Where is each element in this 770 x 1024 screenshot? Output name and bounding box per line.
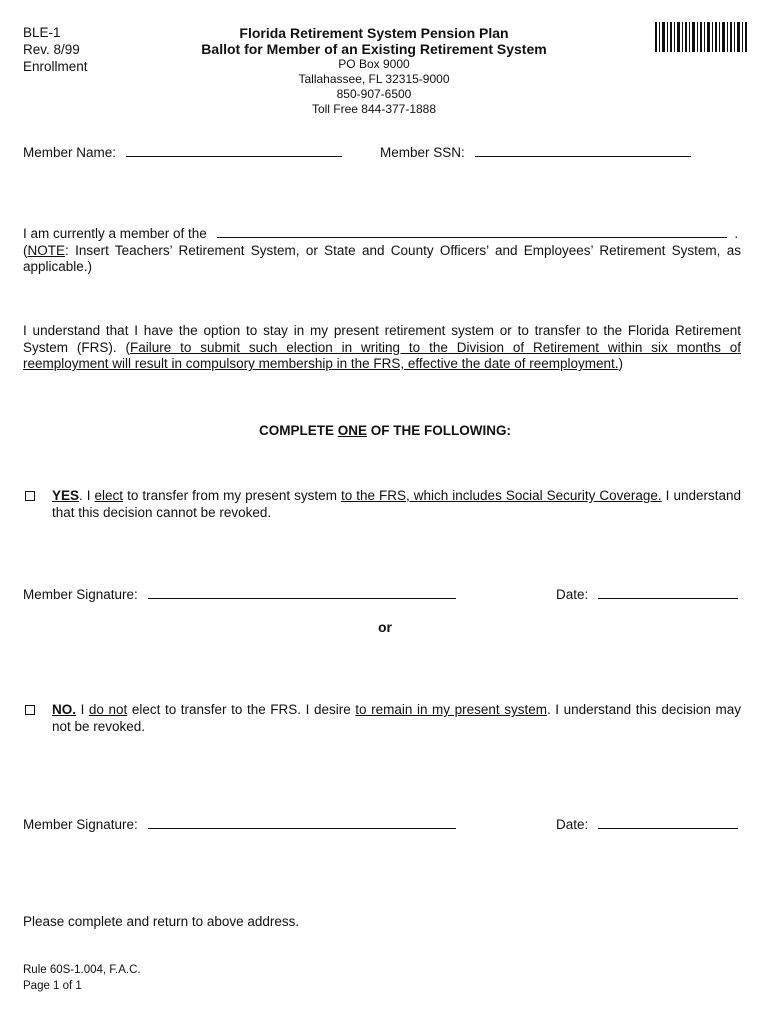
address-line: Tallahassee, FL 32315-9000 [298,72,450,86]
form-category: Enrollment [23,59,88,74]
barcode [655,22,747,52]
yes-signature-row [23,586,456,602]
member-name-field[interactable] [126,144,342,157]
signature-label: Member Signature: [23,817,138,832]
no-date-field[interactable] [598,816,738,829]
address-line: 850-907-6500 [336,87,412,101]
address-line: Toll Free 844-377-1888 [311,102,437,116]
member-ssn-row [380,144,691,160]
or-separator: or [378,619,392,635]
yes-signature-field[interactable] [148,586,456,599]
form-identifiers [23,24,88,75]
no-signature-row [23,816,456,832]
note-text: : Insert Teachers’ Retirement System, or State and County Officers’ and Employees’ Retirement System, as applicable.) [23,242,741,274]
member-ssn-field[interactable] [475,144,691,157]
no-label: NO. [52,702,77,717]
member-name-row [23,144,342,160]
no-option-text: NO. I do not elect to transfer to the FRS. I desire to remain in my present system. I understand this decision may not be revoked. [52,702,741,734]
no-signature-field[interactable] [148,816,456,829]
current-system-lead: I am currently a member of the [23,226,207,241]
page-number: Page 1 of 1 [23,980,82,992]
option-explanation-lead: I understand that I have the option to stay in my present retirement system or to transfer to the Florida Retirement System (FRS). ( [23,323,741,355]
yes-date-row [556,586,738,602]
form-title-line2: Ballot for Member of an Existing Retirement System [201,41,547,57]
rule-reference: Rule 60S-1.004, F.A.C. [23,964,141,976]
date-label: Date: [556,587,589,602]
yes-option-text: YES. I elect to transfer from my present system to the FRS, which includes Social Security Coverage. I understand that this decision cannot be revoked. [52,488,741,520]
signature-label: Member Signature: [23,587,138,602]
current-system-field[interactable] [217,225,727,238]
current-system-paragraph: I am currently a member of the . (NOTE: Insert Teachers’ Retirement System, or State and County Officers’ and Employees’ Retirement System, as applicable.) [23,226,741,274]
yes-label: YES [52,488,80,503]
option-explanation-paragraph [23,323,741,373]
no-checkbox[interactable] [25,705,35,715]
yes-checkbox[interactable] [25,491,35,501]
instruction-emphasis: ONE [337,423,368,438]
option-explanation-tail: ) [618,356,624,371]
member-ssn-label: Member SSN: [380,145,465,160]
current-system-period: . [734,226,739,241]
instruction-heading: COMPLETE ONE OF THE FOLLOWING: [258,423,511,438]
form-revision: Rev. 8/99 [23,42,80,57]
date-label: Date: [556,817,589,832]
no-date-row [556,816,738,832]
note-label: NOTE [27,242,66,258]
member-name-label: Member Name: [23,145,117,160]
yes-date-field[interactable] [598,586,738,599]
address-line: PO Box 9000 [338,57,410,71]
form-id: BLE-1 [23,25,61,40]
mailing-address [174,57,574,117]
deadline-warning: Failure to submit such election in writing to the Division of Retirement within six months of reemployment will result in compulsory membership in the FRS, effective the date of reemployment. [23,339,742,371]
closing-instruction: Please complete and return to above address. [23,914,300,929]
footer [23,962,141,994]
form-title-line1: Florida Retirement System Pension Plan [239,25,509,41]
